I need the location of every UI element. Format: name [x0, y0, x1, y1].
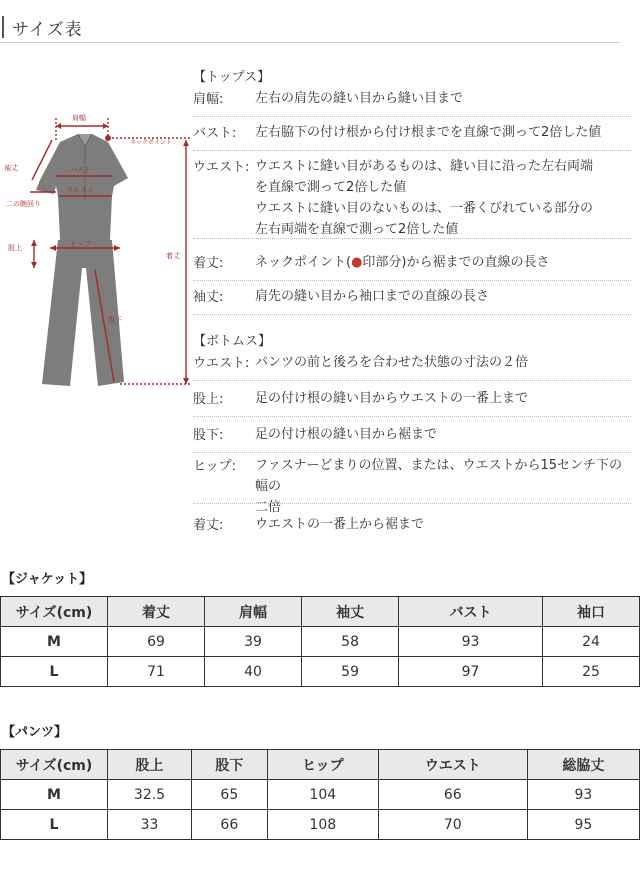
table-cell: 95: [527, 810, 639, 840]
label-bust: バスト: [70, 166, 91, 174]
def-row-pants-length: [193, 514, 631, 542]
def-line: を直線で測って2倍した値: [255, 180, 407, 195]
header-cell: ヒップ: [267, 750, 378, 780]
def-label: バスト:: [193, 126, 237, 141]
header-cell: 袖口: [542, 597, 639, 627]
header-cell: 着丈: [108, 597, 205, 627]
def-row-hip: [193, 455, 631, 515]
label-inseam: 股下: [108, 316, 122, 324]
def-label: ヒップ:: [193, 459, 236, 474]
size-cell: M: [1, 627, 108, 657]
def-row-bust: [193, 122, 631, 151]
header-cell: 股下: [191, 750, 267, 780]
table-cell: 24: [542, 627, 639, 657]
title-accent-bar: [2, 16, 4, 38]
table-cell: 66: [191, 810, 267, 840]
table-header-row: [1, 597, 640, 627]
def-line: 二倍: [255, 500, 282, 515]
def-label: 着丈:: [193, 518, 224, 533]
table-cell: 69: [108, 627, 205, 657]
label-hip: ヒップ: [70, 240, 91, 248]
table-cell: 58: [302, 627, 399, 657]
table-row: [1, 780, 640, 810]
table-row: [1, 810, 640, 840]
red-dot: ●: [351, 255, 363, 270]
table-cell: 25: [542, 657, 639, 687]
def-text: 足の付け根の縫い目から裾まで: [255, 427, 438, 442]
size-cell: L: [1, 810, 108, 840]
def-row-waist: [193, 156, 631, 239]
page-title: サイズ表: [12, 20, 83, 40]
def-label: 肩幅:: [193, 92, 224, 107]
table-cell: 33: [108, 810, 192, 840]
table-cell: 32.5: [108, 780, 192, 810]
table-cell: 66: [378, 780, 527, 810]
def-text: 肩先の縫い目から袖口までの直線の長さ: [255, 289, 490, 304]
table-cell: 40: [205, 657, 302, 687]
table-row: [1, 657, 640, 687]
def-label: 袖丈:: [193, 290, 224, 305]
table-cell: 108: [267, 810, 378, 840]
def-text: ネックポイント(●印部分)から裾までの直線の長さ: [255, 255, 550, 270]
header-cell: 総脇丈: [527, 750, 639, 780]
header-cell: バスト: [399, 597, 543, 627]
measurement-diagram: [0, 100, 195, 400]
def-text: パンツの前と後ろを合わせた状態の寸法の２倍: [255, 355, 529, 370]
table-cell: 59: [302, 657, 399, 687]
table-header-row: [1, 750, 640, 780]
def-text: 左右の肩先の縫い目から縫い目まで: [255, 91, 464, 106]
def-row-pants-waist: [193, 352, 631, 381]
def-text: ウエストの一番上から裾まで: [255, 517, 425, 532]
table-cell: 70: [378, 810, 527, 840]
def-line: ウエストに縫い目があるものは、縫い目に沿った左右両端: [255, 159, 594, 174]
table-cell: 71: [108, 657, 205, 687]
def-text: 足の付け根の縫い目からウエストの一番上まで: [255, 391, 529, 406]
pants-table-title: 【パンツ】: [2, 725, 68, 740]
def-text: [255, 156, 630, 240]
def-text: 左右脇下の付け根から付け根までを直線で測って2倍した値: [255, 125, 602, 140]
def-row-length: [193, 252, 631, 281]
def-row-rise: [193, 388, 631, 417]
table-cell: 65: [191, 780, 267, 810]
header-cell: 袖丈: [302, 597, 399, 627]
table-cell: 39: [205, 627, 302, 657]
def-label: ウエスト:: [193, 160, 250, 175]
bottoms-header: 【ボトムス】: [193, 334, 272, 349]
def-label: 着丈:: [193, 256, 224, 271]
tops-header: 【トップス】: [193, 70, 271, 85]
header-cell: サイズ(cm): [1, 597, 108, 627]
def-row-inseam: [193, 424, 631, 453]
label-arm-circ: 二の腕回り: [6, 200, 41, 208]
table-cell: 97: [399, 657, 543, 687]
header-cell: サイズ(cm): [1, 750, 108, 780]
table-row: [1, 627, 640, 657]
size-cell: M: [1, 780, 108, 810]
def-text: [255, 455, 630, 518]
def-label: 股上:: [193, 392, 224, 407]
header-cell: 股上: [108, 750, 192, 780]
header-cell: ウエスト: [378, 750, 527, 780]
def-line: ウエストに縫い目のないものは、一番くびれている部分の: [255, 201, 594, 216]
size-cell: L: [1, 657, 108, 687]
header-cell: 肩幅: [205, 597, 302, 627]
table-cell: 93: [399, 627, 543, 657]
label-rise: 股上: [8, 244, 22, 252]
def-line: 左右両端を直線で測って2倍した値: [255, 222, 459, 237]
page-title-bar: [0, 14, 620, 43]
label-length: 着丈: [166, 252, 180, 260]
label-sleeve: 袖丈: [4, 164, 18, 172]
label-waist: ウエスト: [66, 186, 94, 194]
def-row-sleeve: [193, 286, 631, 315]
jacket-size-table: [0, 596, 640, 687]
label-shoulder: 肩幅: [72, 114, 86, 122]
def-label: ウエスト:: [193, 356, 250, 371]
jacket-table-title: 【ジャケット】: [2, 572, 93, 587]
def-line: ファスナーどまりの位置、または、ウエストから15センチ下の幅の: [255, 458, 623, 494]
def-row-shoulder: [193, 88, 631, 117]
table-cell: 93: [527, 780, 639, 810]
table-cell: 104: [267, 780, 378, 810]
pants-size-table: [0, 749, 640, 840]
def-label: 股下:: [193, 428, 224, 443]
label-neck-point: ネックポイント: [130, 139, 173, 146]
